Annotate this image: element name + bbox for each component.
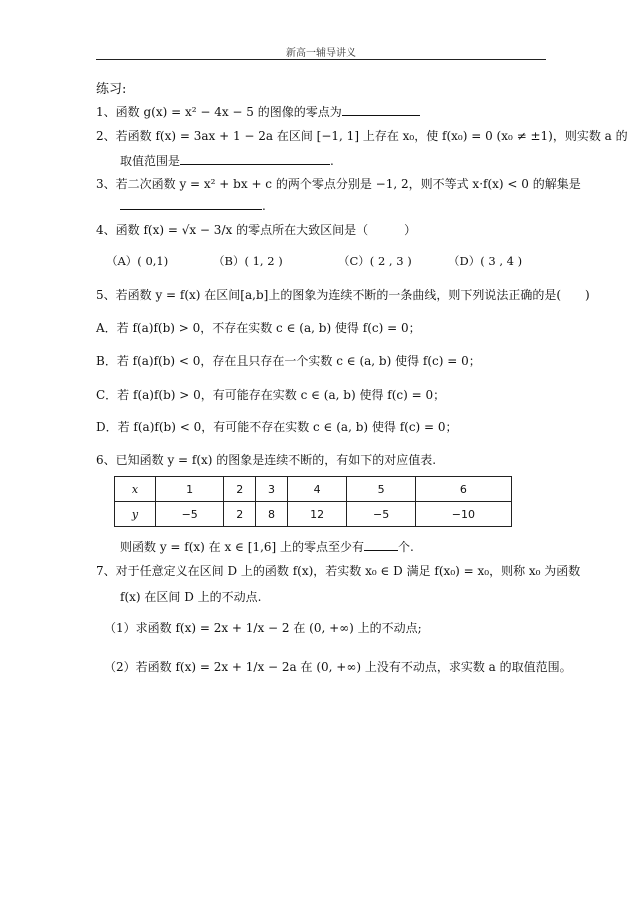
question-4: 4、函数 f(x) = √x − 3/x 的零点所在大致区间是（ ） bbox=[96, 223, 417, 237]
question-2-text: 取值范围是 bbox=[120, 154, 181, 168]
question-2-line-1: 2、若函数 f(x) = 3ax + 1 − 2a 在区间 [−1, 1] 上存在 x₀，使 f(x₀) = 0 (x₀ ≠ ±1)，则实数 a 的 bbox=[96, 129, 628, 143]
question-2-line-2: 取值范围是 . bbox=[120, 154, 334, 168]
question-7-line-1: 7、对于任意定义在区间 D 上的函数 f(x)，若实数 x₀ ∈ D 满足 f(x₀) = x₀，则称 x₀ 为函数 bbox=[96, 564, 581, 578]
answer-blank-6[interactable] bbox=[364, 538, 398, 551]
page-header: 新高一辅导讲义 bbox=[286, 48, 356, 59]
value-table bbox=[114, 476, 512, 527]
option-c: （C）( 2 , 3 ) bbox=[338, 254, 412, 268]
table-cell: 2 bbox=[224, 477, 256, 502]
table-row bbox=[115, 502, 512, 527]
section-title: 练习: bbox=[96, 82, 127, 97]
table-header-x: x bbox=[115, 477, 156, 502]
header-divider bbox=[96, 59, 546, 60]
table-cell: 6 bbox=[415, 477, 511, 502]
choice-d: D．若 f(a)f(b) < 0，有可能不存在实数 c ∈ (a, b) 使得 f(c) = 0； bbox=[96, 420, 458, 434]
table-cell: 8 bbox=[256, 502, 288, 527]
table-cell: −10 bbox=[415, 502, 511, 527]
table-cell: −5 bbox=[347, 502, 415, 527]
question-1-text: 1、函数 g(x) = x² − 4x − 5 的图像的零点为 bbox=[96, 105, 342, 119]
table-cell: 2 bbox=[224, 502, 256, 527]
question-6-followup-text: 则函数 y = f(x) 在 x ∈ [1,6] 上的零点至少有 bbox=[120, 540, 365, 554]
table-cell: 4 bbox=[287, 477, 347, 502]
option-b: （B）( 1, 2 ) bbox=[213, 254, 283, 268]
question-7-line-2: f(x) 在区间 D 上的不动点. bbox=[120, 590, 262, 604]
option-d: （D）( 3 , 4 ) bbox=[448, 254, 523, 268]
answer-blank-3[interactable] bbox=[120, 197, 262, 210]
question-6-followup bbox=[120, 538, 414, 555]
table-cell: 3 bbox=[256, 477, 288, 502]
question-5: 5、若函数 y = f(x) 在区间[a,b]上的图象为连续不断的一条曲线，则下列说法正确的是( ) bbox=[96, 288, 590, 302]
question-1 bbox=[96, 103, 420, 120]
question-7-part-1: （1）求函数 f(x) = 2x + 1/x − 2 在 (0, +∞) 上的不动点; bbox=[104, 621, 422, 635]
question-6: 6、已知函数 y = f(x) 的图象是连续不断的，有如下的对应值表. bbox=[96, 453, 437, 467]
table-cell: 12 bbox=[287, 502, 347, 527]
choice-c: C．若 f(a)f(b) > 0，有可能存在实数 c ∈ (a, b) 使得 f(c) = 0； bbox=[96, 388, 446, 402]
choice-b: B．若 f(a)f(b) < 0，存在且只存在一个实数 c ∈ (a, b) 使得 f(c) = 0； bbox=[96, 354, 481, 368]
table-header-y: y bbox=[115, 502, 156, 527]
table-cell: 1 bbox=[156, 477, 224, 502]
question-7-part-2: （2）若函数 f(x) = 2x + 1/x − 2a 在 (0, +∞) 上没有不动点，求实数 a 的取值范围。 bbox=[104, 660, 572, 674]
answer-blank-2[interactable] bbox=[180, 152, 330, 165]
table-cell: 5 bbox=[347, 477, 415, 502]
question-6-followup-end: 个. bbox=[398, 540, 414, 554]
question-3-line-2: . bbox=[120, 197, 266, 214]
table-cell: −5 bbox=[156, 502, 224, 527]
table-row bbox=[115, 477, 512, 502]
answer-blank-1[interactable] bbox=[342, 103, 420, 116]
choice-a: A．若 f(a)f(b) > 0，不存在实数 c ∈ (a, b) 使得 f(c) = 0； bbox=[96, 321, 421, 335]
option-a: （A）( 0,1) bbox=[106, 254, 169, 268]
question-3-line-1: 3、若二次函数 y = x² + bx + c 的两个零点分别是 −1, 2，则不等式 x·f(x) < 0 的解集是 bbox=[96, 177, 581, 191]
